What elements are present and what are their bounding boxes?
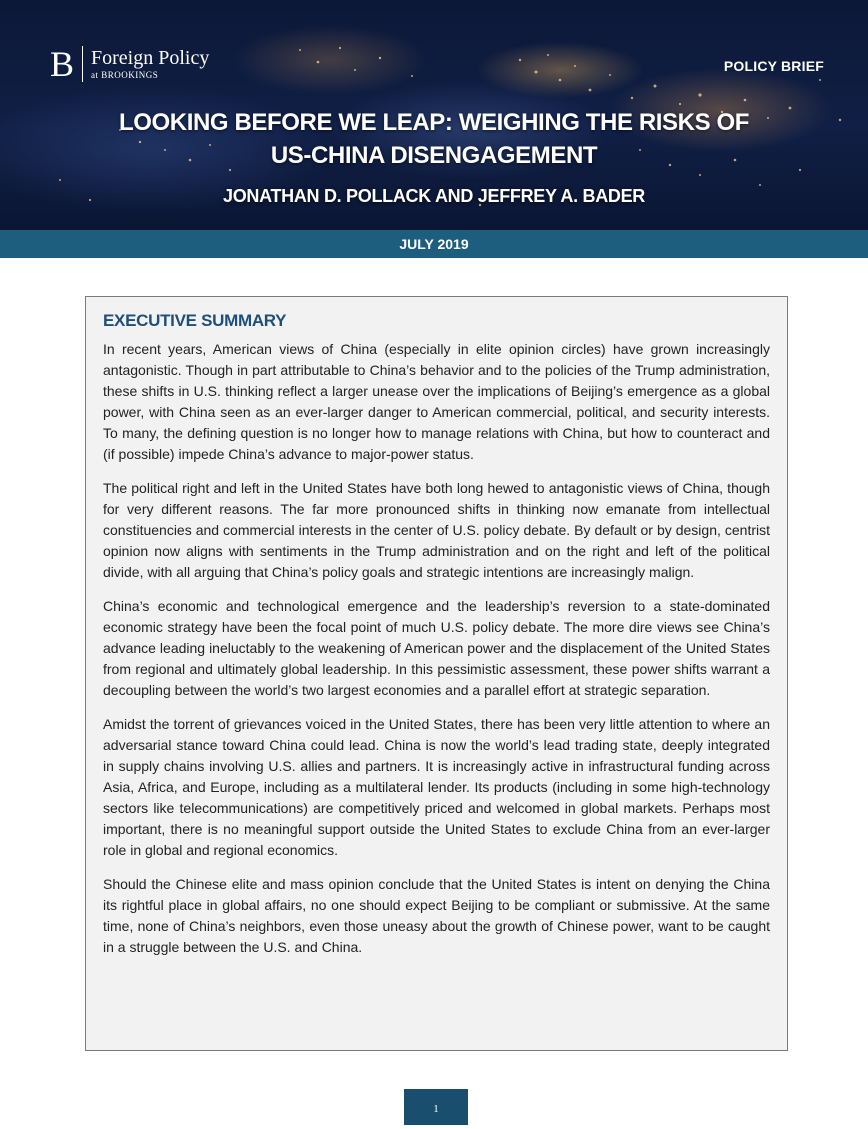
executive-summary-box <box>85 296 788 1051</box>
page-number: 1 <box>404 1089 468 1125</box>
summary-heading: EXECUTIVE SUMMARY <box>103 311 287 330</box>
summary-paragraph: Should the Chinese elite and mass opinion conclude that the United States is intent on denying the China its rightful place in global affairs, no one should expect Beijing to be compliant or submissive. At the same time, none of China’s neighbors, even those uneasy about the growth of Chinese power, want to be caught in a struggle between the U.S. and China. <box>103 876 770 955</box>
logo-wordmark <box>91 48 209 80</box>
date-bar: JULY 2019 <box>0 230 868 258</box>
logo-name: Foreign Policy <box>91 47 210 69</box>
brookings-logo <box>50 46 209 82</box>
logo-mark: B <box>50 46 83 82</box>
summary-paragraph: China’s economic and technological emergence and the leadership’s reversion to a state-dominated economic strategy have been the focal point of much U.S. policy debate. The more dire views see China’s advance leading ineluctably to the weakening of American power and the displacement of the United States from regional and ultimately global leadership. In this pessimistic assessment, these power shifts warrant a decoupling between the world’s two largest economies and a parallel effort at strategic separation. <box>103 598 770 698</box>
document-title <box>0 106 868 172</box>
summary-paragraph: In recent years, American views of China (especially in elite opinion circles) have grown increasingly antagonistic. Though in part attributable to China’s behavior and to the policies of the Trump administration, these shifts in U.S. thinking reflect a larger unease over the implications of Beijing’s emergence as a global power, with China seen as an ever-larger danger to American commercial, political, and security interests. To many, the defining question is no longer how to manage relations with China, but how to counteract and (if possible) impede China’s advance to major-power status. <box>103 341 770 462</box>
policy-brief-label: POLICY BRIEF <box>723 58 824 74</box>
header-banner <box>0 0 868 230</box>
authors: JONATHAN D. POLLACK AND JEFFREY A. BADER <box>222 186 646 206</box>
summary-paragraph: Amidst the torrent of grievances voiced in the United States, there has been very little attention to where an adversarial stance toward China could lead. China is now the world’s lead trading state, deeply integrated in supply chains involving U.S. allies and partners. It is increasingly active in infrastructural funding across Asia, Africa, and Europe, including as a multilateral lender. Its products (including in some high-technology sectors like telecommunications) are competitively priced and welcomed in global markets. Perhaps most important, there is no meaningful support outside the United States to exclude China from an ever-larger role in global and regional economics. <box>103 716 770 858</box>
logo-subname: at BROOKINGS <box>91 70 159 80</box>
title-line-2: US-CHINA DISENGAGEMENT <box>270 142 598 169</box>
summary-paragraph: The political right and left in the United States have both long hewed to antagonistic views of China, though for very different reasons. The far more pronounced shifts in thinking now emanate from intellectual constituencies and commercial interests in the center of U.S. policy debate. By default or by design, centrist opinion now aligns with sentiments in the Trump administration and on the right and left of the political divide, with all arguing that China’s policy goals and strategic intentions are increasingly malign. <box>103 480 770 580</box>
title-line-1: LOOKING BEFORE WE LEAP: WEIGHING THE RISKS OF <box>118 109 749 136</box>
